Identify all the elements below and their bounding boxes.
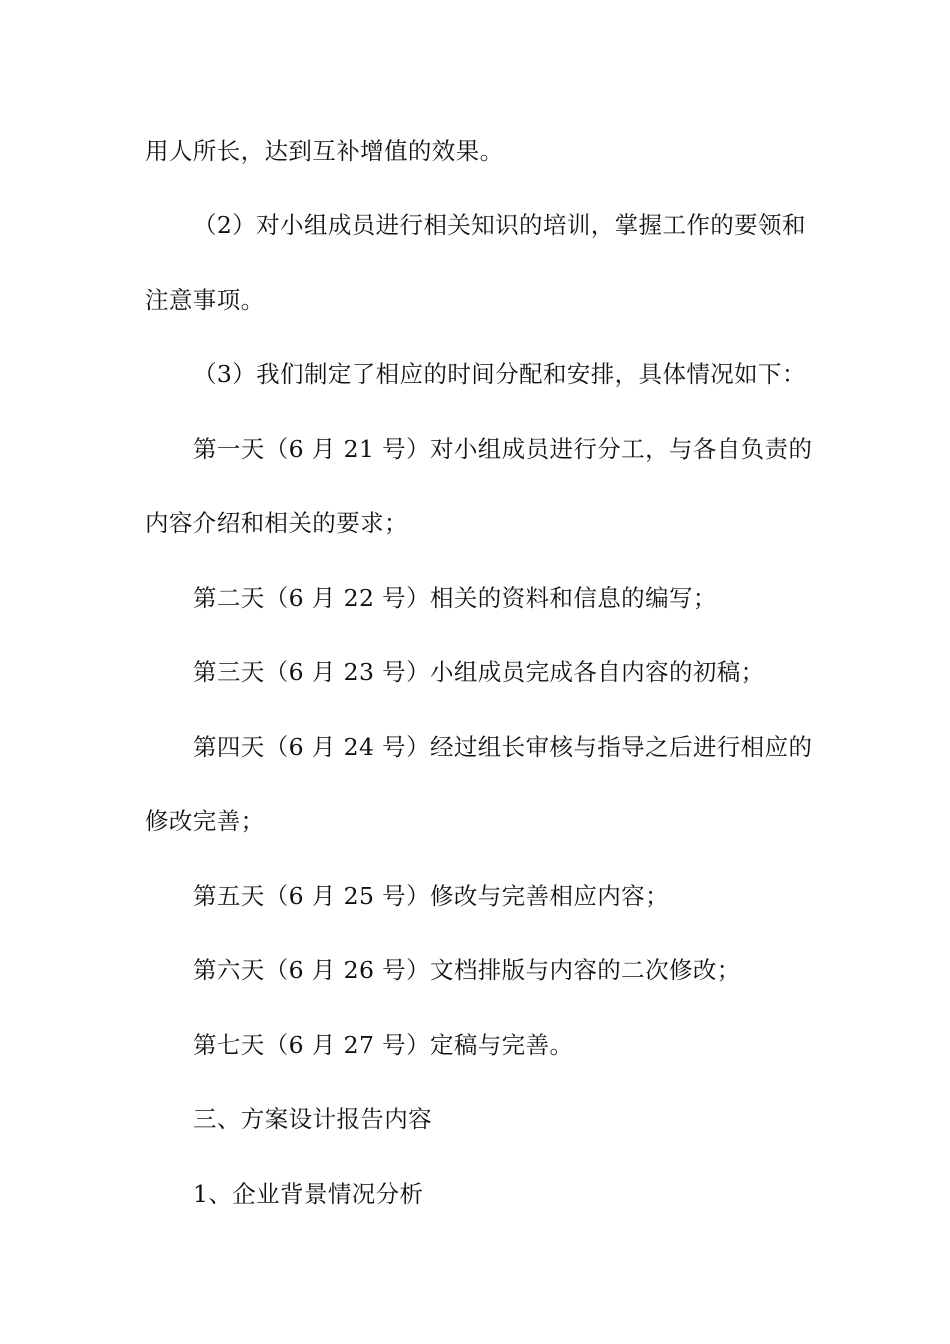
text-line: 第五天（6 月 25 号）修改与完善相应内容； — [193, 882, 669, 910]
text-line: （3）我们制定了相应的时间分配和安排，具体情况如下： — [193, 360, 806, 388]
text-line: 注意事项。 — [145, 286, 265, 314]
text-line: 修改完善； — [145, 807, 265, 835]
text-line: 第一天（6 月 21 号）对小组成员进行分工，与各自负责的 — [193, 435, 813, 463]
text-line: 用人所长，达到互补增值的效果。 — [145, 137, 504, 165]
text-line: 第四天（6 月 24 号）经过组长审核与指导之后进行相应的 — [193, 733, 813, 761]
text-line: （2）对小组成员进行相关知识的培训，掌握工作的要领和 — [193, 211, 806, 239]
text-line: 第七天（6 月 27 号）定稿与完善。 — [193, 1031, 574, 1059]
subsection-heading: 1、企业背景情况分析 — [193, 1180, 424, 1208]
section-heading: 三、方案设计报告内容 — [193, 1105, 432, 1133]
text-line: 第二天（6 月 22 号）相关的资料和信息的编写； — [193, 584, 717, 612]
text-line: 第六天（6 月 26 号）文档排版与内容的二次修改； — [193, 956, 741, 984]
text-line: 第三天（6 月 23 号）小组成员完成各自内容的初稿； — [193, 658, 765, 686]
text-line: 内容介绍和相关的要求； — [145, 509, 408, 537]
